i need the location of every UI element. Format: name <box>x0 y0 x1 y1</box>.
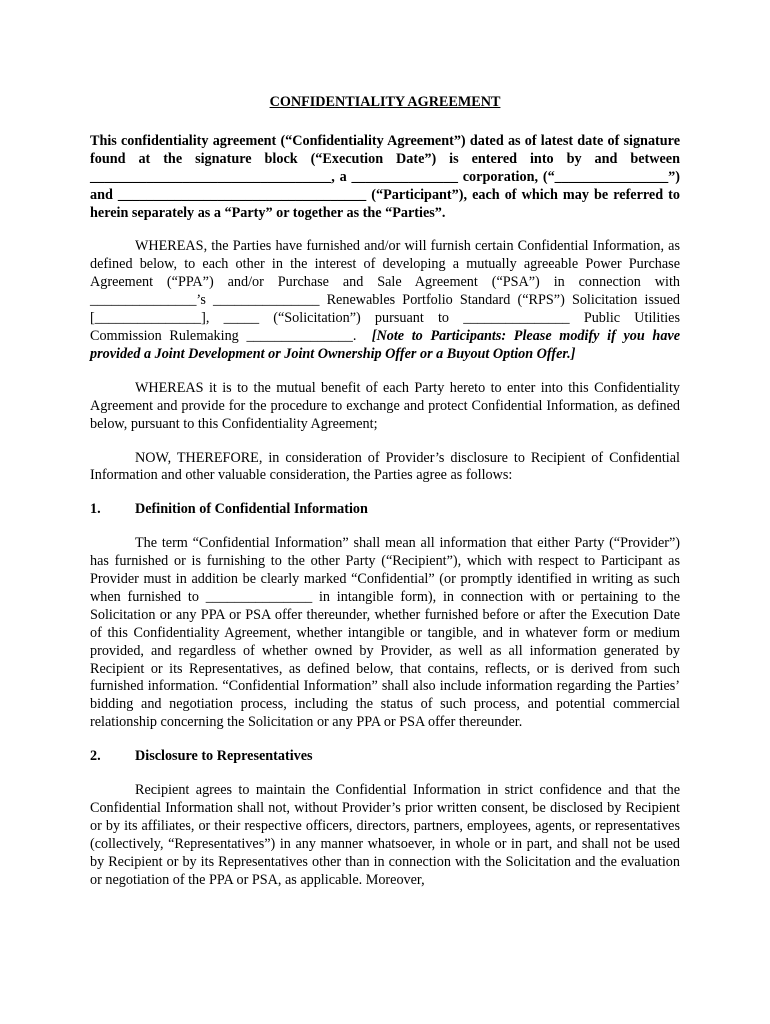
whereas-1-text: WHEREAS, the Parties have furnished and/or will furnish certain Confidential Information, as defined below, to each other in the interest of developing a mutually agreeable Power Purchase Agreement (“PPA”) and/or Purchase and Sale Agreement (“PSA”) in connection with _______________’s _______________ Renewables Portfolio Standard (“RPS”) Solicitation issued [_______________], _____ (“Solicitation”) pursuant to _______________ Public Utilities Commission Rulemaking _______________. <box>90 238 680 344</box>
section-number: 1. <box>90 501 101 518</box>
section-number: 2. <box>90 748 101 765</box>
whereas-paragraph-2: WHEREAS it is to the mutual benefit of each Party hereto to enter into this Confidentiality Agreement and provide for the procedure to exchange and protect Confidential Information, as defined below, pursuant to this Confidentiality Agreement; <box>90 379 680 432</box>
intro-paragraph: This confidentiality agreement (“Confidentiality Agreement”) dated as of latest date of signature found at the signature block (“Execution Date”) is entered into by and between __________________________________, a _______________ corporation, (“________________”) and ___________________________________ (“Participant”), each of which may be referred to herein separately as a “Party” or together as the “Parties”. <box>90 132 680 221</box>
section-title: Definition of Confidential Information <box>135 501 368 518</box>
section-1-heading <box>90 501 680 519</box>
now-therefore-paragraph: NOW, THEREFORE, in consideration of Provider’s disclosure to Recipient of Confidential Information and other valuable consideration, the Parties agree as follows: <box>90 449 680 484</box>
document-body <box>90 94 680 906</box>
note-to-participants: [Note to Participants: Please modify if you have provided a Joint Development or Joint Ownership Offer or a Buyout Option Offer.] <box>90 327 681 362</box>
document-title: CONFIDENTIALITY AGREEMENT <box>269 94 501 110</box>
section-1-body: The term “Confidential Information” shall mean all information that either Party (“Provider”) has furnished or is furnishing to the other Party (“Recipient”), which with respect to Participant as Provider must in addition be clearly marked “Confidential” (or promptly identified in writing as such when furnished to _______________ in intangible form), in connection with or pertaining to the Solicitation or any PPA or PSA offer thereunder, whether furnished before or after the Execution Date of this Confidentiality Agreement, whether intangible or tangible, and in whatever form or medium provided, and regardless of whether owned by Provider, as well as all information generated by Recipient or its Representatives, as defined below, that contains, reflects, or is derived from such furnished information. “Confidential Information” shall also include information regarding the Parties’ bidding and negotiation process, including the status of such process, and potential commercial relationship concerning the Solicitation or any PPA or PSA offer thereunder. <box>90 535 680 731</box>
section-2-heading <box>90 748 680 766</box>
section-2-body: Recipient agrees to maintain the Confidential Information in strict confidence and that the Confidential Information shall not, without Provider’s prior written consent, be disclosed by Recipient or by its affiliates, or their respective officers, directors, partners, employees, agents, or representatives (collectively, “Representatives”) in any manner whatsoever, in whole or in part, and shall not be used by Recipient or by its Representatives other than in connection with the Solicitation and the evaluation or negotiation of the PPA or PSA, as applicable. Moreover, <box>90 782 680 888</box>
section-title: Disclosure to Representatives <box>135 748 313 765</box>
whereas-paragraph-1 <box>90 238 680 363</box>
